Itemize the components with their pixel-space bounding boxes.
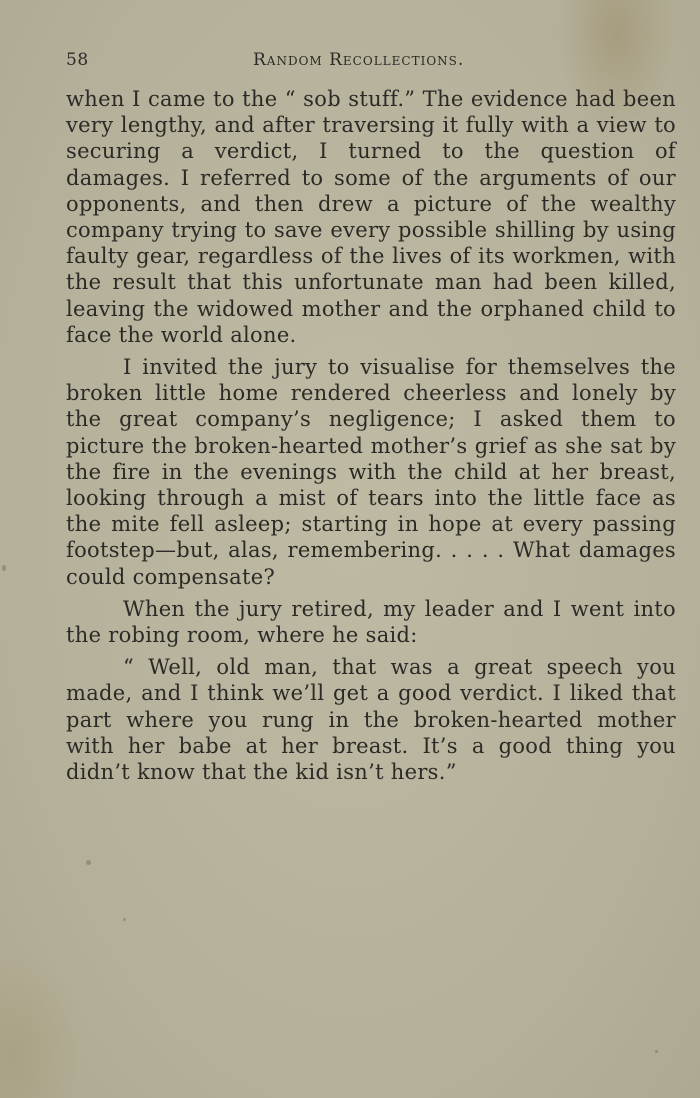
page-number: 58 xyxy=(66,50,89,70)
paper-speck xyxy=(2,565,6,571)
paragraph-3: When the jury retired, my leader and I went into the robing room, where he said: xyxy=(66,596,676,648)
paper-speck xyxy=(655,1050,658,1053)
paper-speck xyxy=(123,918,126,921)
body-text xyxy=(66,86,676,785)
paragraph-1: when I came to the “ sob stuff.” The evidence had been very lengthy, and after traversing it fully with a view to securing a verdict, I turned to the question of damages. I referred to some of the arguments of our opponents, and then drew a picture of the wealthy company trying to save every possible shilling by using faulty gear, regardless of the lives of its workmen, with the result that this unfortunate man had been killed, leaving the widowed mother and the orphaned child to face the world alone. xyxy=(66,87,676,347)
paragraph-2: I invited the jury to visualise for themselves the broken little home rendered cheerless and lonely by the great company’s negligence; I asked them to picture the broken-hearted mother’s grief as she sat by the fire in the evenings with the child at her breast, looking through a mist of tears into the little face as the mite fell asleep; starting in hope at every passing footstep—but, alas, remembering. . . . . What damages could compensate? xyxy=(66,355,676,589)
running-head xyxy=(66,50,678,74)
paper-speck xyxy=(86,860,91,865)
paragraph-4: “ Well, old man, that was a great speech you made, and I think we’ll get a good verdict. I liked that part where you rung in the broken-hearted mother with her babe at her breast. It’s a good thing you didn’t know that the kid isn’t hers.” xyxy=(66,655,676,785)
running-title: Random Recollections. xyxy=(253,50,465,70)
